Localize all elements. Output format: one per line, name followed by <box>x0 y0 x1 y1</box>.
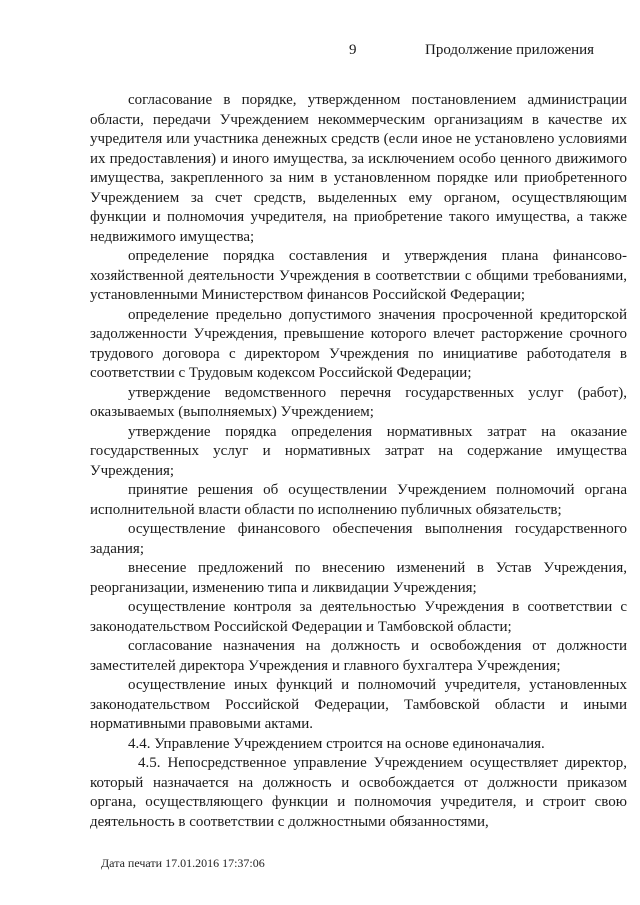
paragraph-financial-support: осуществление финансового обеспечения выполнения государственного задания; <box>90 521 627 557</box>
paragraph-public-obligations: принятие решения об осуществлении Учреждением полномочий органа исполнительной власти области по исполнению публичных обязательств; <box>90 482 627 518</box>
paragraph-approval-transfer: согласование в порядке, утвержденном постановлением администрации области, передачи Учреждением некоммерческим организациям в качестве их учредителя или участника денежных средств (если иное не установлено условиями их предоставления) и иного имущества, за исключением особо ценного движимого имущества, закрепленного за ним в установленном порядке или приобретенного Учреждением за счет средств, выделенных ему органом, осуществляющим функции и полномочия учредителя, на приобретение такого имущества, а также недвижимого имущества; <box>90 92 627 245</box>
paragraph-control: осуществление контроля за деятельностью Учреждения в соответствии с законодательством Российской Федерации и Тамбовской области; <box>90 599 627 635</box>
paragraph-services-list: утверждение ведомственного перечня государственных услуг (работ), оказываемых (выполняемых) Учреждением; <box>90 384 627 420</box>
paragraph-charter-changes: внесение предложений по внесению изменений в Устав Учреждения, реорганизации, изменению типа и ликвидации Учреждения; <box>90 560 627 596</box>
print-date: Дата печати 17.01.2016 17:37:06 <box>101 856 265 870</box>
paragraph-normative-costs: утверждение порядка определения нормативных затрат на оказание государственных услуг и нормативных затрат на содержание имущества Учреждения; <box>90 423 627 479</box>
page-number: 9 <box>349 42 357 58</box>
continuation-header: Продолжение приложения <box>425 42 595 58</box>
document-body <box>90 91 627 832</box>
paragraph-appointments: согласование назначения на должность и освобождения от должности заместителей директора Учреждения и главного бухгалтера Учреждения; <box>90 638 627 674</box>
paragraph-financial-plan: определение порядка составления и утверждения плана финансово-хозяйственной деятельности Учреждения в соответствии с общими требованиями, установленными Министерством финансов Российской Федерации; <box>90 248 627 303</box>
paragraph-overdue-debt: определение предельно допустимого значения просроченной кредиторской задолженности Учреждения, превышение которого влечет расторжение срочного трудового договора с директором Учреждения по инициативе работодателя в соответствии с Трудовым кодексом Российской Федерации; <box>90 306 627 381</box>
paragraph-other-functions: осуществление иных функций и полномочий учредителя, установленных законодательством Российской Федерации, Тамбовской области и иными нормативными правовыми актами. <box>90 677 627 732</box>
paragraph-4-5: 4.5. Непосредственное управление Учреждением осуществляет директор, который назначается на должность и освобождается от должности приказом органа, осуществляющего функции и полномочия учредителя, и строит свою деятельность в соответствии с должностными обязанностями, <box>90 755 627 830</box>
paragraph-4-4: 4.4. Управление Учреждением строится на основе единоначалия. <box>128 735 545 752</box>
